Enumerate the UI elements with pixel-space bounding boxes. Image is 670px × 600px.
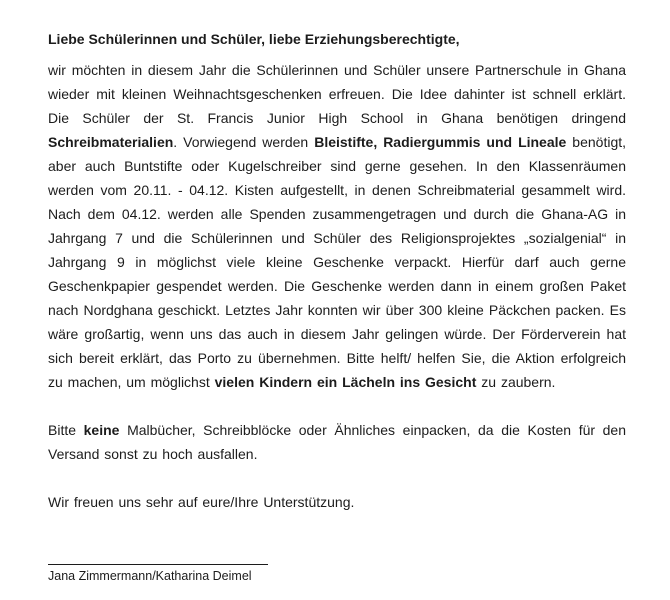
salutation-line: Liebe Schülerinnen und Schüler, liebe Erziehungsberechtigte, xyxy=(48,31,460,47)
bold-text-segment: Schreibmaterialien xyxy=(48,134,174,150)
text-segment: Bitte xyxy=(48,422,84,438)
text-segment: . Vorwiegend werden xyxy=(173,134,315,150)
text-segment: benötigt, aber auch Buntstifte oder Kugelschreiber sind gerne gesehen. In den Klassenräumen werden vom 20.11. - 04.12. Kisten aufgestellt, in denen Schreibmaterial gesammelt wird. Nach dem 04.12. werden alle Spenden zusammengetragen und durch die Ghana-AG in Jahrgang 7 und die Schülerinnen und Schüler des Religionsprojektes „sozialgenial“ in Jahrgang 9 in möglichst viele kleine Geschenke verpackt. Hierfür darf auch gerne Geschenkpapier gespendet werden. Die Geschenke werden dann in einem großen Paket nach Nordghana geschickt. Letztes Jahr konnten wir über 300 kleine Päckchen packen. Es wäre großartig, wenn uns das auch in diesem Jahr gelingen würde. Der Förderverein hat sich bereit erklärt, das Porto zu übernehmen. Bitte helft/ helfen Sie, die Aktion erfolgreich zu machen, um möglichst xyxy=(48,134,627,390)
text-segment: Malbücher, Schreibblöcke oder Ähnliches einpacken, da die Kosten für den Versand sonst zu hoch ausfallen. xyxy=(48,422,627,462)
text-segment: Wir freuen uns sehr auf eure/Ihre Unterstützung. xyxy=(48,494,355,510)
paragraph-note xyxy=(48,418,626,466)
bold-text-segment: keine xyxy=(83,422,120,438)
paragraph-main xyxy=(48,58,626,394)
paragraphs xyxy=(48,58,626,514)
text-segment: wir möchten in diesem Jahr die Schülerinnen und Schüler unsere Partnerschule in Ghana wieder mit kleinen Weihnachtsgeschenken erfreuen. Die Idee dahinter ist schnell erklärt. Die Schüler der St. Francis Junior High School in Ghana benötigen dringend xyxy=(48,62,626,126)
signature-block xyxy=(48,564,626,584)
bold-text-segment: vielen Kindern ein Lächeln ins Gesicht xyxy=(214,374,477,390)
letter-content xyxy=(48,27,626,584)
paragraph-closing xyxy=(48,490,626,514)
bold-text-segment: Bleistifte, Radiergummis und Lineale xyxy=(314,134,567,150)
signature-name: Jana Zimmermann/Katharina Deimel xyxy=(48,569,252,583)
text-segment: zu zaubern. xyxy=(476,374,556,390)
